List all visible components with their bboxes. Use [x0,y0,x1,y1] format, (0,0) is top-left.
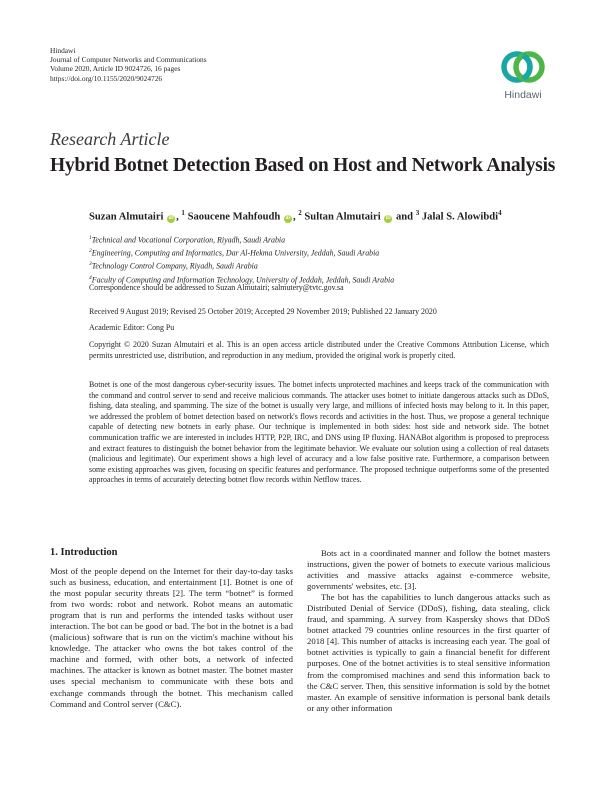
author-name[interactable]: Suzan Almutairi [89,211,164,223]
orcid-icon[interactable]: iD [168,215,174,221]
affiliations [89,233,549,286]
hindawi-logo [497,45,549,105]
correspondence: Correspondence should be addressed to Suzan Almutairi; salmutery@tvtc.gov.sa [89,283,344,292]
journal-header [50,46,207,83]
academic-editor: Academic Editor: Cong Pu [89,323,175,332]
paragraph: Most of the people depend on the Internet for their day-to-day tasks such as business, education, and entertainment [1]. Botnet is one of the most popular security threats [2]. The term “botnet” is formed from two words: robot and network. Robot means an automatic program that is run and performs the intended tasks without user interaction. The bot can be good or bad. The bot in the botnet is a bad (malicious) software that is run on the victim's machine without his knowledge. The attacker who owns the bot takes control of the machine and formed, with other bots, a network of infected machines. The attacker is known as botnet master. The botnet master uses special mechanism to communicate with these bots and exchange commands through the botnet. This mechanism called Command and Control server (C&C). [50,566,293,709]
journal-name: Journal of Computer Networks and Communications [50,55,207,65]
author-affiliation-mark: 1 [181,209,185,217]
abstract: Botnet is one of the most dangerous cyber-security issues. The botnet infects unprotected machines and keeps track of the communication with the command and control server to send and receive malicious commands. The attacker uses botnet to initiate dangerous attacks such as DDoS, fishing, data stealing, and spamming. The size of the botnet is usually very large, and millions of infected hosts may belong to it. In this paper, we addressed the problem of botnet detection based on network's flows records and activities in the host. Thus, we propose a general technique capable of detecting new botnets in early phase. Our technique is implemented in both sides: host side and network side. The botnet communication traffic we are interested in includes HTTP, P2P, IRC, and DNS using IP fluxing. HANABot algorithm is proposed to preprocess and extract features to distinguish the botnet behavior from the legitimate behavior. We evaluate our solution using a collection of real datasets (malicious and legitimate). Our experiment shows a high level of accuracy and a low false positive rate. Furthermore, a comparison between some existing approaches was given, focusing on specific features and performance. The proposed technique outperforms some of the presented approaches in terms of accurately detecting botnet flow records within Netflow traces. [89,380,549,485]
publication-dates: Received 9 August 2019; Revised 25 October 2019; Accepted 29 November 2019; Published 22 January 2020 [89,307,437,316]
affiliation-line: $^1$Technical and Vocational Corporation, Riyadh, Saudi Arabia [89,235,286,245]
body-column-left [50,566,293,710]
author-name[interactable]: Saoucene Mahfoudh [187,211,281,223]
logo-text: Hindawi [504,89,542,101]
copyright-notice: Copyright © 2020 Suzan Almutairi et al. This is an open access article distributed under the Creative Commons Attribution License, which permits unrestricted use, distribution, and reproduction in any medium, provided the original work is properly cited. [89,340,549,360]
author-affiliation-mark: 2 [298,209,302,217]
body-column-right [307,548,550,714]
author-affiliation-mark: 4 [498,209,502,217]
paragraph: Bots act in a coordinated manner and follow the botnet masters instructions, given the power of botnets to execute various malicious activities and massive attacks against e-commerce website, governments' websites, etc. [3]. [307,548,550,592]
affiliation-line: $^3$Technology Control Company, Riyadh, Saudi Arabia [89,261,258,272]
author-name[interactable]: Sultan Almutairi [304,211,381,223]
affiliation-line: $^2$Engineering, Computing and Informatics, Dar Al-Hekma University, Jeddah, Saudi Arabia [89,248,380,258]
paragraph: The bot has the capabilities to lunch dangerous attacks such as Distributed Denial of Service (DDoS), fishing, data stealing, click fraud, and spamming. A survey from Kaspersky shows that DDoS botnet attacked 79 countries online resources in the first quarter of 2018 [4]. This number of attacks is increasing each year. The goal of botnet activities is typically to gain a financial benefit for different purposes. One of the botnet activities is to steal sensitive information from the compromised machines and send this information back to the C&C server. Then, this sensitive information is sold by the botnet master. An example of sensitive information is personal bank details or any other information [307,592,550,713]
author-name[interactable]: Jalal S. Alowibdi [421,211,499,223]
orcid-icon[interactable]: iD [285,215,291,221]
hindawi-logo-icon [497,45,549,89]
doi-link[interactable]: https://doi.org/10.1155/2020/9024726 [50,73,163,83]
section-heading: 1. Introduction [50,547,118,558]
publisher-name: Hindawi [50,46,76,55]
orcid-icon[interactable]: iD [385,215,391,221]
author-list: Suzan Almutairi iD , $^1$ Saoucene Mahfoudh iD , $^2$ Sultan Almutairi iD and $^3$ Jalal S. Alowibdi$^4$ [89,209,502,223]
author-affiliation-mark: 3 [415,209,420,217]
affiliation-line: $^4$Faculty of Computing and Information Technology, University of Jeddah, Jeddah, Saudi Arabia [89,274,395,285]
volume-info: Volume 2020, Article ID 9024726, 16 pages [50,64,181,74]
article-type: Research Article [50,129,170,149]
article-title: Hybrid Botnet Detection Based on Host and Network Analysis [50,155,556,176]
